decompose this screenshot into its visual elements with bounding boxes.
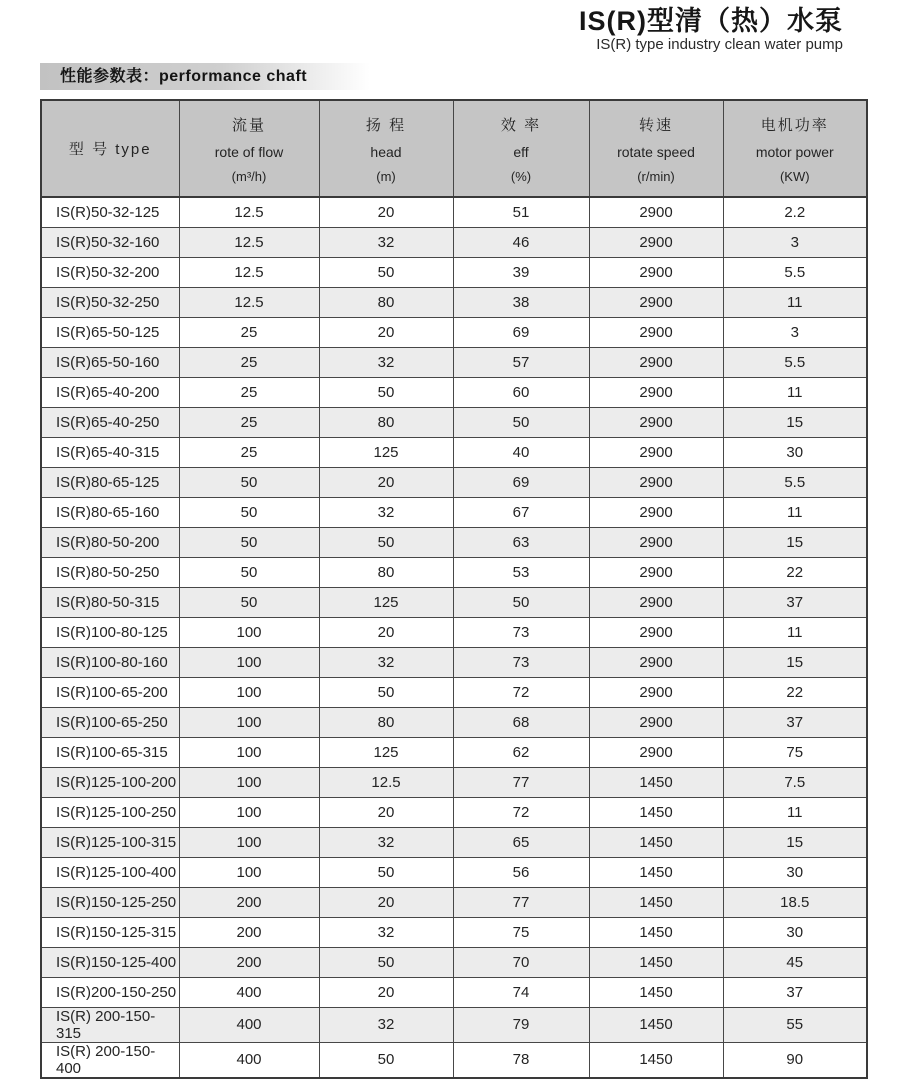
model-cell: IS(R)100-80-125 [41, 617, 179, 647]
eff-cell: 67 [453, 497, 589, 527]
speed-cell: 2900 [589, 377, 723, 407]
eff-cell: 74 [453, 977, 589, 1007]
speed-cell: 2900 [589, 197, 723, 227]
speed-cell: 1450 [589, 947, 723, 977]
model-cell: IS(R)125-100-400 [41, 857, 179, 887]
head-cell: 20 [319, 887, 453, 917]
table-row [41, 467, 867, 497]
power-cell: 30 [723, 857, 867, 887]
speed-cell: 2900 [589, 317, 723, 347]
table-row [41, 587, 867, 617]
column-header-flow-unit: (m³/h) [231, 168, 267, 184]
column-header-head-zh: 扬 程 [365, 116, 407, 134]
table-row [41, 347, 867, 377]
head-cell: 80 [319, 407, 453, 437]
model-cell: IS(R)80-50-315 [41, 587, 179, 617]
flow-cell: 25 [179, 407, 319, 437]
model-cell: IS(R)80-50-200 [41, 527, 179, 557]
speed-cell: 1450 [589, 1007, 723, 1042]
power-cell: 11 [723, 497, 867, 527]
flow-cell: 200 [179, 917, 319, 947]
table-row [41, 287, 867, 317]
column-header-power-en: motor power [755, 143, 834, 160]
power-cell: 3 [723, 227, 867, 257]
speed-cell: 2900 [589, 587, 723, 617]
speed-cell: 1450 [589, 977, 723, 1007]
model-cell: IS(R)200-150-250 [41, 977, 179, 1007]
table-row [41, 767, 867, 797]
flow-cell: 100 [179, 707, 319, 737]
flow-cell: 100 [179, 617, 319, 647]
power-cell: 45 [723, 947, 867, 977]
power-cell: 11 [723, 287, 867, 317]
speed-cell: 2900 [589, 557, 723, 587]
flow-cell: 100 [179, 797, 319, 827]
eff-cell: 73 [453, 617, 589, 647]
table-row [41, 917, 867, 947]
power-cell: 2.2 [723, 197, 867, 227]
table-row [41, 557, 867, 587]
head-cell: 32 [319, 1007, 453, 1042]
head-cell: 32 [319, 647, 453, 677]
model-cell: IS(R)50-32-250 [41, 287, 179, 317]
model-cell: IS(R)80-50-250 [41, 557, 179, 587]
head-cell: 50 [319, 377, 453, 407]
column-header-flow-en: rote of flow [214, 143, 284, 160]
head-cell: 125 [319, 737, 453, 767]
table-row [41, 497, 867, 527]
speed-cell: 1450 [589, 917, 723, 947]
table-row [41, 1007, 867, 1042]
column-header-power-unit: (KW) [779, 168, 810, 184]
flow-cell: 50 [179, 587, 319, 617]
power-cell: 15 [723, 647, 867, 677]
column-header-power [723, 100, 867, 197]
performance-table [40, 99, 868, 1079]
table-row [41, 407, 867, 437]
column-header-speed [589, 100, 723, 197]
flow-cell: 25 [179, 437, 319, 467]
model-cell: IS(R)150-125-315 [41, 917, 179, 947]
head-cell: 50 [319, 527, 453, 557]
head-cell: 80 [319, 287, 453, 317]
power-cell: 37 [723, 707, 867, 737]
flow-cell: 50 [179, 557, 319, 587]
speed-cell: 1450 [589, 797, 723, 827]
model-cell: IS(R)150-125-400 [41, 947, 179, 977]
table-row [41, 1042, 867, 1078]
flow-cell: 400 [179, 1042, 319, 1078]
table-row [41, 257, 867, 287]
table-row [41, 947, 867, 977]
power-cell: 11 [723, 617, 867, 647]
head-cell: 125 [319, 587, 453, 617]
table-body [41, 197, 867, 1078]
head-cell: 50 [319, 857, 453, 887]
eff-cell: 72 [453, 797, 589, 827]
eff-cell: 77 [453, 887, 589, 917]
model-cell: IS(R)100-65-250 [41, 707, 179, 737]
table-row [41, 887, 867, 917]
model-cell: IS(R)50-32-125 [41, 197, 179, 227]
head-cell: 20 [319, 797, 453, 827]
flow-cell: 400 [179, 977, 319, 1007]
head-cell: 20 [319, 317, 453, 347]
column-header-model [41, 100, 179, 197]
flow-cell: 200 [179, 887, 319, 917]
power-cell: 22 [723, 677, 867, 707]
model-cell: IS(R)50-32-160 [41, 227, 179, 257]
model-cell: IS(R)100-80-160 [41, 647, 179, 677]
table-row [41, 737, 867, 767]
table-row [41, 437, 867, 467]
speed-cell: 1450 [589, 887, 723, 917]
power-cell: 18.5 [723, 887, 867, 917]
head-cell: 50 [319, 677, 453, 707]
head-cell: 20 [319, 977, 453, 1007]
flow-cell: 100 [179, 857, 319, 887]
speed-cell: 2900 [589, 407, 723, 437]
eff-cell: 60 [453, 377, 589, 407]
flow-cell: 100 [179, 677, 319, 707]
power-cell: 5.5 [723, 347, 867, 377]
table-row [41, 377, 867, 407]
model-cell: IS(R)80-65-160 [41, 497, 179, 527]
model-cell: IS(R)65-50-125 [41, 317, 179, 347]
speed-cell: 1450 [589, 857, 723, 887]
title-block [0, 0, 900, 54]
speed-cell: 2900 [589, 527, 723, 557]
power-cell: 15 [723, 407, 867, 437]
power-cell: 37 [723, 587, 867, 617]
table-row [41, 857, 867, 887]
model-cell: IS(R)65-40-315 [41, 437, 179, 467]
column-header-speed-en: rotate speed [617, 143, 695, 160]
eff-cell: 69 [453, 467, 589, 497]
eff-cell: 46 [453, 227, 589, 257]
eff-cell: 72 [453, 677, 589, 707]
eff-cell: 68 [453, 707, 589, 737]
column-header-model-label: 型 号 type [68, 141, 152, 158]
table-header [41, 100, 867, 197]
speed-cell: 2900 [589, 257, 723, 287]
model-cell: IS(R)125-100-315 [41, 827, 179, 857]
head-cell: 50 [319, 947, 453, 977]
page-subtitle: IS(R) type industry clean water pump [596, 36, 843, 53]
power-cell: 55 [723, 1007, 867, 1042]
flow-cell: 200 [179, 947, 319, 977]
eff-cell: 63 [453, 527, 589, 557]
model-cell: IS(R)100-65-315 [41, 737, 179, 767]
table-row [41, 527, 867, 557]
section-header-bar [40, 63, 370, 90]
head-cell: 50 [319, 257, 453, 287]
flow-cell: 12.5 [179, 257, 319, 287]
head-cell: 32 [319, 347, 453, 377]
head-cell: 20 [319, 197, 453, 227]
speed-cell: 2900 [589, 707, 723, 737]
column-header-eff-zh: 效 率 [500, 116, 542, 134]
flow-cell: 50 [179, 497, 319, 527]
head-cell: 32 [319, 497, 453, 527]
flow-cell: 12.5 [179, 197, 319, 227]
head-cell: 50 [319, 1042, 453, 1078]
eff-cell: 40 [453, 437, 589, 467]
column-header-head-en: head [370, 143, 402, 160]
column-header-flow [179, 100, 319, 197]
model-cell: IS(R)150-125-250 [41, 887, 179, 917]
speed-cell: 2900 [589, 437, 723, 467]
eff-cell: 57 [453, 347, 589, 377]
flow-cell: 25 [179, 317, 319, 347]
speed-cell: 2900 [589, 287, 723, 317]
model-cell: IS(R)125-100-250 [41, 797, 179, 827]
page-title: IS(R)型清（热）水泵 [579, 6, 843, 36]
speed-cell: 1450 [589, 1042, 723, 1078]
head-cell: 80 [319, 557, 453, 587]
speed-cell: 2900 [589, 617, 723, 647]
eff-cell: 78 [453, 1042, 589, 1078]
flow-cell: 12.5 [179, 287, 319, 317]
table-row [41, 617, 867, 647]
power-cell: 3 [723, 317, 867, 347]
model-cell: IS(R)50-32-200 [41, 257, 179, 287]
model-cell: IS(R)125-100-200 [41, 767, 179, 797]
head-cell: 32 [319, 917, 453, 947]
model-cell: IS(R)65-50-160 [41, 347, 179, 377]
column-header-power-zh: 电机功率 [760, 116, 829, 134]
speed-cell: 2900 [589, 227, 723, 257]
power-cell: 11 [723, 377, 867, 407]
eff-cell: 39 [453, 257, 589, 287]
model-cell: IS(R) 200-150-315 [41, 1007, 179, 1042]
speed-cell: 2900 [589, 677, 723, 707]
table-row [41, 707, 867, 737]
table-row [41, 827, 867, 857]
power-cell: 75 [723, 737, 867, 767]
head-cell: 32 [319, 827, 453, 857]
power-cell: 15 [723, 527, 867, 557]
eff-cell: 51 [453, 197, 589, 227]
flow-cell: 100 [179, 767, 319, 797]
power-cell: 37 [723, 977, 867, 1007]
power-cell: 90 [723, 1042, 867, 1078]
table-row [41, 977, 867, 1007]
eff-cell: 77 [453, 767, 589, 797]
power-cell: 11 [723, 797, 867, 827]
power-cell: 15 [723, 827, 867, 857]
speed-cell: 1450 [589, 767, 723, 797]
column-header-flow-zh: 流量 [231, 116, 266, 134]
model-cell: IS(R)100-65-200 [41, 677, 179, 707]
section-header-text: 性能参数表：performance chaft [60, 68, 308, 85]
flow-cell: 25 [179, 347, 319, 377]
speed-cell: 2900 [589, 497, 723, 527]
power-cell: 7.5 [723, 767, 867, 797]
speed-cell: 2900 [589, 737, 723, 767]
speed-cell: 2900 [589, 467, 723, 497]
eff-cell: 75 [453, 917, 589, 947]
power-cell: 5.5 [723, 257, 867, 287]
head-cell: 20 [319, 467, 453, 497]
eff-cell: 70 [453, 947, 589, 977]
model-cell: IS(R) 200-150-400 [41, 1042, 179, 1078]
speed-cell: 1450 [589, 827, 723, 857]
flow-cell: 12.5 [179, 227, 319, 257]
eff-cell: 65 [453, 827, 589, 857]
eff-cell: 56 [453, 857, 589, 887]
column-header-eff-en: eff [513, 143, 529, 160]
flow-cell: 50 [179, 527, 319, 557]
table-row [41, 797, 867, 827]
model-cell: IS(R)65-40-200 [41, 377, 179, 407]
table-header-row [41, 100, 867, 197]
table-row [41, 227, 867, 257]
flow-cell: 100 [179, 737, 319, 767]
eff-cell: 50 [453, 587, 589, 617]
head-cell: 80 [319, 707, 453, 737]
column-header-eff [453, 100, 589, 197]
head-cell: 20 [319, 617, 453, 647]
column-header-eff-unit: (%) [510, 168, 532, 184]
head-cell: 32 [319, 227, 453, 257]
table-row [41, 197, 867, 227]
column-header-speed-zh: 转速 [638, 116, 673, 134]
table-row [41, 317, 867, 347]
eff-cell: 62 [453, 737, 589, 767]
head-cell: 125 [319, 437, 453, 467]
eff-cell: 73 [453, 647, 589, 677]
speed-cell: 2900 [589, 347, 723, 377]
eff-cell: 53 [453, 557, 589, 587]
column-header-head [319, 100, 453, 197]
model-cell: IS(R)65-40-250 [41, 407, 179, 437]
power-cell: 30 [723, 437, 867, 467]
model-cell: IS(R)80-65-125 [41, 467, 179, 497]
speed-cell: 2900 [589, 647, 723, 677]
column-header-head-unit: (m) [376, 168, 396, 184]
flow-cell: 400 [179, 1007, 319, 1042]
column-header-speed-unit: (r/min) [637, 168, 675, 184]
flow-cell: 100 [179, 827, 319, 857]
flow-cell: 100 [179, 647, 319, 677]
table-row [41, 677, 867, 707]
table-row [41, 647, 867, 677]
power-cell: 30 [723, 917, 867, 947]
flow-cell: 25 [179, 377, 319, 407]
flow-cell: 50 [179, 467, 319, 497]
eff-cell: 69 [453, 317, 589, 347]
power-cell: 22 [723, 557, 867, 587]
eff-cell: 38 [453, 287, 589, 317]
power-cell: 5.5 [723, 467, 867, 497]
head-cell: 12.5 [319, 767, 453, 797]
eff-cell: 79 [453, 1007, 589, 1042]
eff-cell: 50 [453, 407, 589, 437]
